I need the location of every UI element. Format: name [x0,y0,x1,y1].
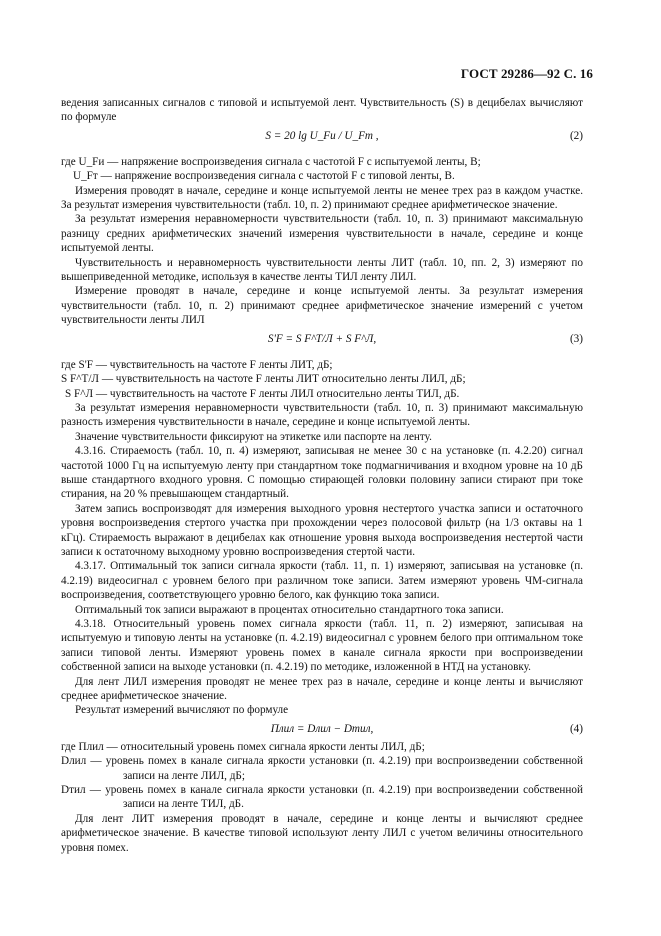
definition: S F^Т/Л — чувствительность на частоте F ленты ЛИТ относительно ленты ЛИЛ, дБ; [61,373,466,386]
paragraph: 4.3.17. Оптимальный ток записи сигнала яркости (табл. 11, п. 1) измеряют, записывая на установке (п. 4.2.19) видеосигнал с уровнем белого при различном токе записи. Затем измеряют уровень ЧМ-сигнала воспроизведения, соответствующего уровню белого, как функцию тока записи. [61,560,583,602]
paragraph: 4.3.16. Стираемость (табл. 10, п. 4) измеряют, записывая не менее 30 с на установке (п. 4.2.20) сигнал частотой 1000 Гц на испытуемую ленту при стандартном токе подмагничивания и входном уровне на 10 дБ выше стандартного входного уровня. С помощью стирающей головки половину записи стирают при токе стирания, на 20 % превышающем стандартный. [61,445,583,501]
formula-3 [61,328,583,358]
page-header: ГОСТ 29286—92 С. 16 [460,66,593,81]
paragraph: Измерения проводят в начале, середине и конце испытуемой ленты не менее трех раз в каждом участке. За результат измерения чувствительности (табл. 10, п. 2) принимают среднее арифметическое значение. [61,184,583,212]
formula-number: (3) [569,332,583,345]
paragraph: Оптимальный ток записи выражают в процентах относительно стандартного тока записи. [75,603,504,616]
paragraph: Для лент ЛИЛ измерения проводят не менее трех раз в начале, середине и конце ленты и вычисляют среднее арифметическое значение. [61,675,583,703]
definition: S F^Л — чувствительность на частоте F ленты ЛИЛ относительно ленты ТИЛ, дБ. [65,387,460,400]
document-body [61,96,583,855]
formula-expression: Плил = Dлил − Dтил, [270,722,374,735]
formula-4 [61,718,583,740]
formula-expression: S = 20 lg U_Fи / U_Fт , [265,129,379,142]
formula-2 [61,125,583,155]
paragraph: Чувствительность и неравномерность чувствительности ленты ЛИТ (табл. 10, пп. 2, 3) измеряют по вышеприведенной методике, используя в качестве ленты ТИЛ ленту ЛИЛ. [61,256,583,284]
paragraph: 4.3.18. Относительный уровень помех сигнала яркости (табл. 11, п. 2) измеряют, записывая на испытуемую и типовую ленты на установке (п. 4.2.19) видеосигнал с уровнем белого при оптимальном токе записи типовой ленты. Измеряют уровень помех в канале сигнала яркости при воспроизведении собственной записи на выходе установки (п. 4.2.19) по методике, изложенной в НТД на установку. [61,618,583,674]
paragraph: ведения записанных сигналов с типовой и испытуемой лент. Чувствительность (S) в децибелах вычисляют по формуле [61,97,583,124]
formula-number: (4) [569,722,583,735]
definition: где Плил — относительный уровень помех сигнала яркости ленты ЛИЛ, дБ; [61,740,425,753]
definition: Dлил — уровень помех в канале сигнала яркости установки (п. 4.2.19) при воспроизведении собственной записи на ленте ЛИЛ, дБ; [61,755,583,782]
formula-number: (2) [569,129,583,142]
paragraph: За результат измерения неравномерности чувствительности (табл. 10, п. 3) принимают максимальную разность измерения чувствительности в начале, середине и конце испытуемой ленты. [61,401,583,429]
definition: где S'F — чувствительность на частоте F ленты ЛИТ, дБ; [61,358,333,371]
definition: U_Fт — напряжение воспроизведения сигнала с частотой F с типовой ленты, В. [73,170,455,183]
paragraph: Результат измерений вычисляют по формуле [75,704,289,717]
definition: Dтил — уровень помех в канале сигнала яркости установки (п. 4.2.19) при воспроизведении собственной записи на ленте ТИЛ, дБ. [61,784,583,811]
paragraph: Затем запись воспроизводят для измерения выходного уровня нестертого участка записи и остаточного уровня воспроизведения стертого участка при прохождении через полосовой фильтр (на 1/3 октавы на 1 кГц). Стираемость выражают в децибелах как отношение уровня выхода воспроизведения нестертой части записи к остаточному выходному уровню воспроизведения стертой части. [61,502,583,558]
paragraph: Значение чувствительности фиксируют на этикетке или паспорте на ленту. [75,430,432,443]
paragraph: За результат измерения неравномерности чувствительности (табл. 10, п. 3) принимают максимальную разницу средних арифметических значений измерения чувствительности в начале, середине и конце испытуемой ленты. [61,213,583,255]
paragraph: Измерение проводят в начале, середине и конце испытуемой ленты. За результат измерения чувствительности (табл. 10, п. 2) принимают среднее арифметическое значение измерений с учетом чувствительности ленты ЛИЛ [61,285,583,327]
definition: где U_Fи — напряжение воспроизведения сигнала с частотой F с испытуемой ленты, В; [61,155,481,168]
paragraph: Для лент ЛИТ измерения проводят в начале, середине и конце ленты и вычисляют среднее арифметическое значение. В качестве типовой используют ленту ЛИЛ с учетом величины относительного уровня помех. [61,812,583,854]
formula-expression: S'F = S F^Т/Л + S F^Л, [267,332,377,345]
